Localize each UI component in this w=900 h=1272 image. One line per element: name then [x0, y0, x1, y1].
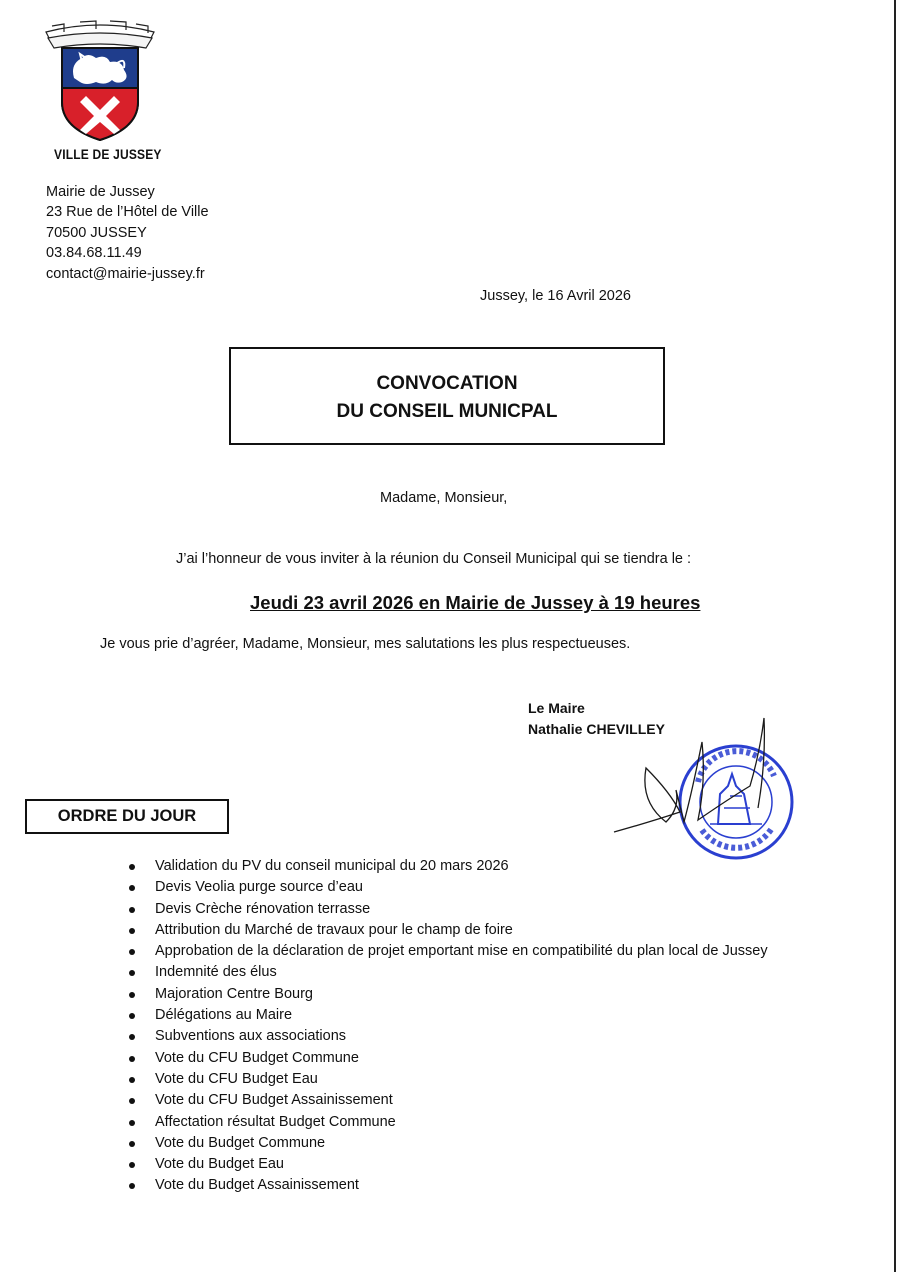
title-line-1: CONVOCATION: [376, 373, 518, 394]
letter-date: Jussey, le 16 Avril 2026: [480, 288, 631, 304]
agenda-item: Attribution du Marché de travaux pour le champ de foire: [124, 920, 774, 941]
salutation: Madame, Monsieur,: [380, 490, 508, 506]
agenda-item: Vote du CFU Budget Assainissement: [124, 1090, 774, 1111]
agenda-item: Délégations au Maire: [124, 1005, 774, 1026]
agenda-item: Devis Veolia purge source d’eau: [124, 877, 774, 898]
town-crest-logo: [40, 18, 160, 146]
signer-role: Le Maire: [528, 700, 585, 716]
closing-text: Je vous prie d’agréer, Madame, Monsieur, mes salutations les plus respectueuses.: [100, 636, 631, 652]
signature-and-stamp: [610, 712, 810, 872]
agenda-item: Affectation résultat Budget Commune: [124, 1112, 774, 1133]
handwritten-signature: [614, 718, 764, 832]
agenda-item: Vote du Budget Commune: [124, 1133, 774, 1154]
agenda-item: Devis Crèche rénovation terrasse: [124, 899, 774, 920]
agenda-item: Vote du CFU Budget Eau: [124, 1069, 774, 1090]
agenda-item: Subventions aux associations: [124, 1026, 774, 1047]
agenda-item: Vote du Budget Assainissement: [124, 1175, 774, 1196]
email-address: contact@mairie-jussey.fr: [46, 265, 205, 282]
agenda-list: [124, 856, 774, 1197]
town-name: VILLE DE JUSSEY: [54, 146, 162, 162]
address-line: 70500 JUSSEY: [46, 224, 147, 241]
agenda-item: Validation du PV du conseil municipal du 20 mars 2026: [124, 856, 774, 877]
agenda-item: Majoration Centre Bourg: [124, 984, 774, 1005]
scan-edge-line: [894, 0, 896, 1272]
title-box: [229, 347, 665, 445]
address-line: Mairie de Jussey: [46, 184, 155, 200]
address-line: 23 Rue de l’Hôtel de Ville: [46, 204, 209, 221]
meeting-date-heading: Jeudi 23 avril 2026 en Mairie de Jussey à 19 heures: [250, 592, 701, 613]
agenda-item: Vote du Budget Eau: [124, 1154, 774, 1175]
official-stamp: [680, 746, 792, 858]
agenda-item: Approbation de la déclaration de projet emportant mise en compatibilité du plan local de Jussey: [124, 941, 774, 962]
agenda-heading: ORDRE DU JOUR: [25, 799, 229, 834]
phone-number: 03.84.68.11.49: [46, 245, 142, 262]
agenda-item: Indemnité des élus: [124, 962, 774, 983]
signer-name: Nathalie CHEVILLEY: [528, 721, 665, 737]
sender-address: [46, 182, 209, 284]
agenda-item: Vote du CFU Budget Commune: [124, 1048, 774, 1069]
invitation-text: J’ai l’honneur de vous inviter à la réunion du Conseil Municipal qui se tiendra le :: [176, 551, 692, 567]
title-line-2: DU CONSEIL MUNICPAL: [336, 401, 558, 422]
